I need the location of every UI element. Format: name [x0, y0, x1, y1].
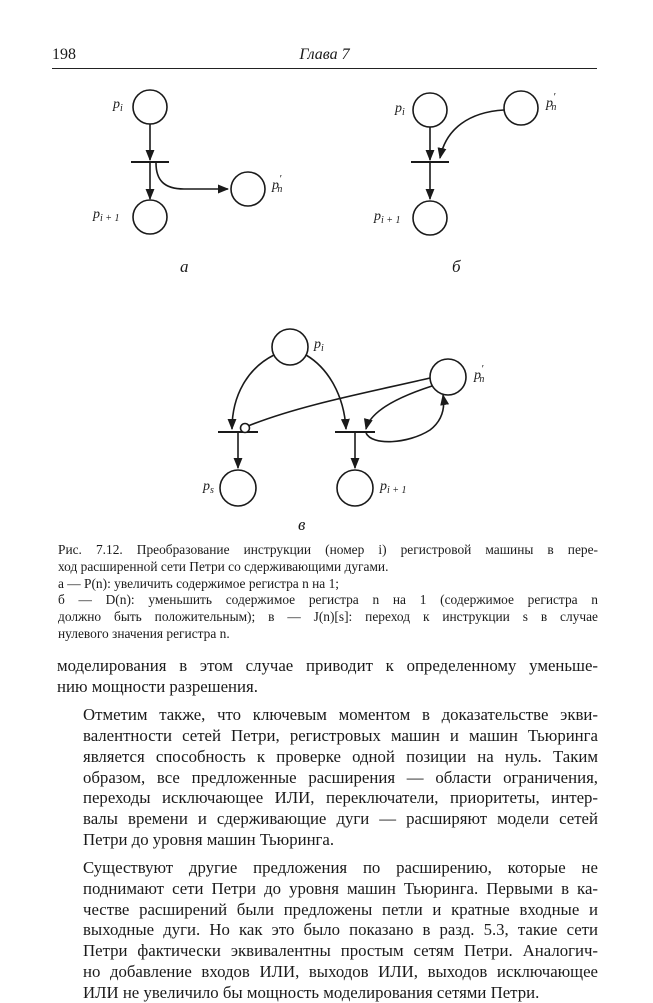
place-ps-c: [220, 470, 256, 506]
label-pn-c: p′ n: [474, 363, 485, 385]
label-pn-a: p′ n: [272, 173, 283, 195]
label-ps-c: $p_s$: [203, 479, 214, 496]
place-pi1-a: [133, 200, 167, 234]
text-line: Отметим также, что ключевым моментом в доказательстве экви-: [83, 705, 598, 725]
caption-line: должно быть положительным); в — J(n)[s]: переход к инструкции s в случае: [58, 609, 598, 625]
inhibitor-circle-c: [241, 424, 250, 433]
text-line: ИЛИ не увеличило бы мощность моделирования сетями Петри.: [83, 982, 540, 1002]
text-line: моделирования в этом случае приводит к определенному уменьше-: [57, 656, 598, 675]
place-pn-a: [231, 172, 265, 206]
text-line: Существуют другие предложения по расширению, которые не: [83, 858, 598, 878]
text-line: является способность к проверке одной позиции на нуль. Таким: [83, 746, 598, 766]
text-line: поднимают сети Петри до уровня машин Тьюринга. Первыми в ка-: [83, 879, 598, 899]
text-line: валентности сетей Петри, регистровых машин и машин Тьюринга: [83, 726, 598, 746]
panel-label-a: а: [180, 257, 189, 276]
text-line: Петри до уровня машин Тьюринга.: [83, 829, 335, 849]
text-line: Петри фактически эквивалентны простым сетям Петри. Аналогич-: [83, 941, 598, 961]
panel-b-net: [411, 91, 538, 235]
label-pn-b: p′ n: [546, 91, 557, 113]
text-line: выходные дуги. Но как это было показано в разд. 5.3, такие сети: [83, 920, 598, 940]
label-pi-a: $p_i$: [113, 97, 123, 114]
panel-label-c: в: [298, 515, 306, 534]
arc-pi-to-right-t-c: [306, 355, 346, 429]
caption-line: а — P(n): увеличить содержимое регистра n на 1;: [58, 575, 340, 591]
paragraph-2: [57, 705, 598, 850]
chapter-title: Глава 7: [299, 46, 350, 63]
label-pi-b: $p_i$: [395, 101, 405, 118]
label-pi1-c: $p_{i + 1}$: [380, 479, 407, 496]
inhibitor-arc-c: [248, 378, 430, 426]
text-line: нию мощности разрешения.: [57, 676, 258, 696]
text-line: переходы исключающее ИЛИ, переключатели, приоритеты, интер-: [83, 788, 598, 808]
panel-label-b: б: [452, 257, 461, 276]
label-pi1-b: $p_{i + 1}$: [374, 209, 401, 226]
paragraph-3: [57, 858, 598, 1003]
place-pn-c: [430, 359, 466, 395]
text-line: но добавление входов ИЛИ, выходов ИЛИ, выходов исключающее: [83, 961, 598, 981]
text-line: валы времени и сдерживающие дуги — расширяют модели сетей: [83, 808, 598, 828]
place-pi1-b: [413, 201, 447, 235]
caption-line: б — D(n): уменьшить содержимое регистра n на 1 (содержимое регистра n: [58, 592, 598, 608]
place-pn-b: [504, 91, 538, 125]
place-pi-b: [413, 93, 447, 127]
text-line: честве расширений были предложены петли и кратные входные и: [83, 899, 598, 919]
paragraph-1: [57, 656, 598, 697]
panel-a-net: [131, 90, 265, 234]
caption-line: ход расширенной сети Петри со сдерживающими дугами.: [58, 558, 389, 574]
arc-right-t-to-pn-c: [366, 395, 444, 442]
label-pi-c: $p_i$: [314, 337, 324, 354]
page-number: 198: [52, 46, 76, 63]
text-line: образом, все предложенные расширения — области ограничения,: [83, 767, 598, 787]
panel-c-net: [218, 329, 466, 506]
caption-line: Рис. 7.12. Преобразование инструкции (номер i) регистровой машины в пере-: [58, 542, 598, 557]
caption-line: нулевого значения регистра n.: [58, 625, 230, 641]
place-pi-c: [272, 329, 308, 365]
body-text: [57, 656, 598, 1003]
arc-t-to-pn-a: [156, 163, 228, 189]
place-pi-a: [133, 90, 167, 124]
figure-caption: [58, 542, 598, 643]
place-pi1-c: [337, 470, 373, 506]
label-pi1-a: $p_{i + 1}$: [93, 207, 120, 224]
arc-pn-to-t-b: [440, 110, 504, 158]
arc-pn-to-right-t-c: [366, 386, 432, 429]
